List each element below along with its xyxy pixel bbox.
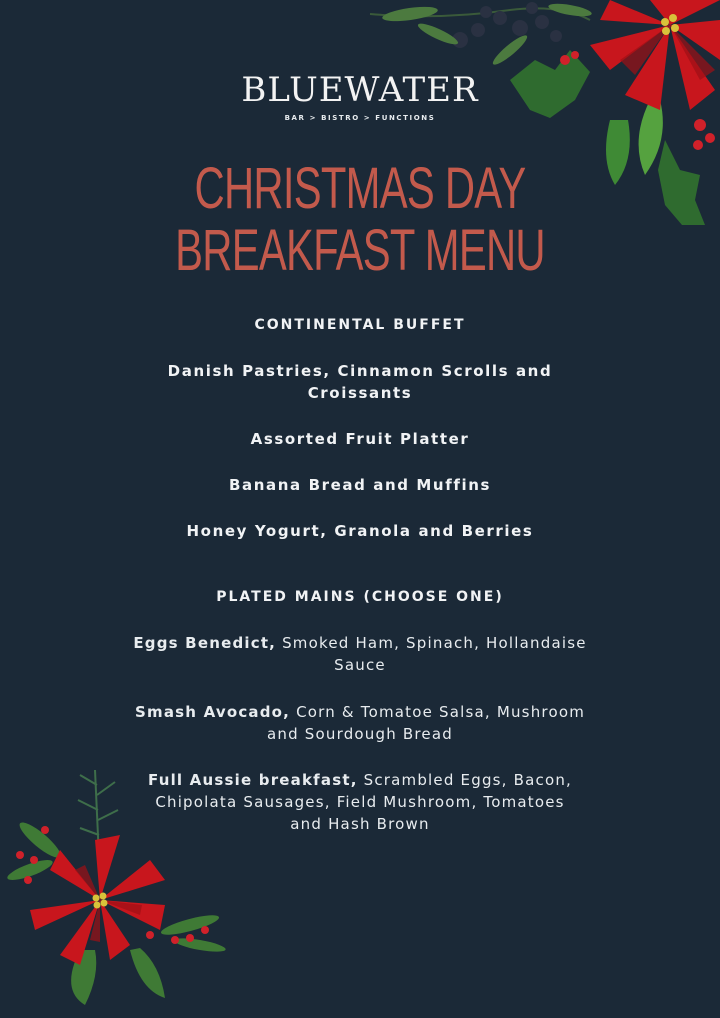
page-title (101, 158, 619, 282)
section-heading: PLATED MAINS (CHOOSE ONE) (216, 589, 504, 605)
main-dish-desc: Smoked Ham, Spinach, Hollandaise Sauce (282, 634, 587, 674)
main-dish-name: Smash Avocado, (134, 703, 291, 721)
continental-item-1 (120, 360, 600, 404)
main-dish-name: Full Aussie breakfast, (148, 771, 358, 789)
title-line-2: BREAKFAST MENU (175, 218, 545, 283)
main-dish (120, 632, 600, 676)
main-dish-name: Eggs Benedict, (133, 634, 277, 652)
continental-item-4 (120, 520, 600, 542)
plated-main-1 (120, 632, 600, 676)
main-dish (120, 701, 600, 745)
continental-item-2 (120, 428, 600, 450)
title-line-1: CHRISTMAS DAY (194, 156, 526, 221)
logo-wordmark: BLUEWATER (241, 70, 479, 110)
continental-item-3 (120, 474, 600, 496)
plated-heading (120, 589, 600, 605)
menu-item-text: Danish Pastries, Cinnamon Scrolls and Croissants (167, 362, 553, 402)
main-dish-desc: Corn & Tomatoe Salsa, Mushroom and Sourdough Bread (267, 703, 586, 743)
main-dish (140, 769, 580, 835)
menu-item-text: Banana Bread and Muffins (228, 476, 492, 494)
logo-tagline: BAR > BISTRO > FUNCTIONS (284, 114, 436, 122)
brand-logo (0, 70, 720, 122)
plated-main-2 (120, 701, 600, 745)
plated-main-3 (140, 769, 580, 835)
menu-item-text: Honey Yogurt, Granola and Berries (186, 522, 534, 540)
menu-item-text: Assorted Fruit Platter (250, 430, 470, 448)
section-heading: CONTINENTAL BUFFET (254, 317, 466, 333)
continental-heading (120, 317, 600, 333)
main-dish-desc: Scrambled Eggs, Bacon, Chipolata Sausages, Field Mushroom, Tomatoes and Hash Brown (155, 771, 572, 833)
